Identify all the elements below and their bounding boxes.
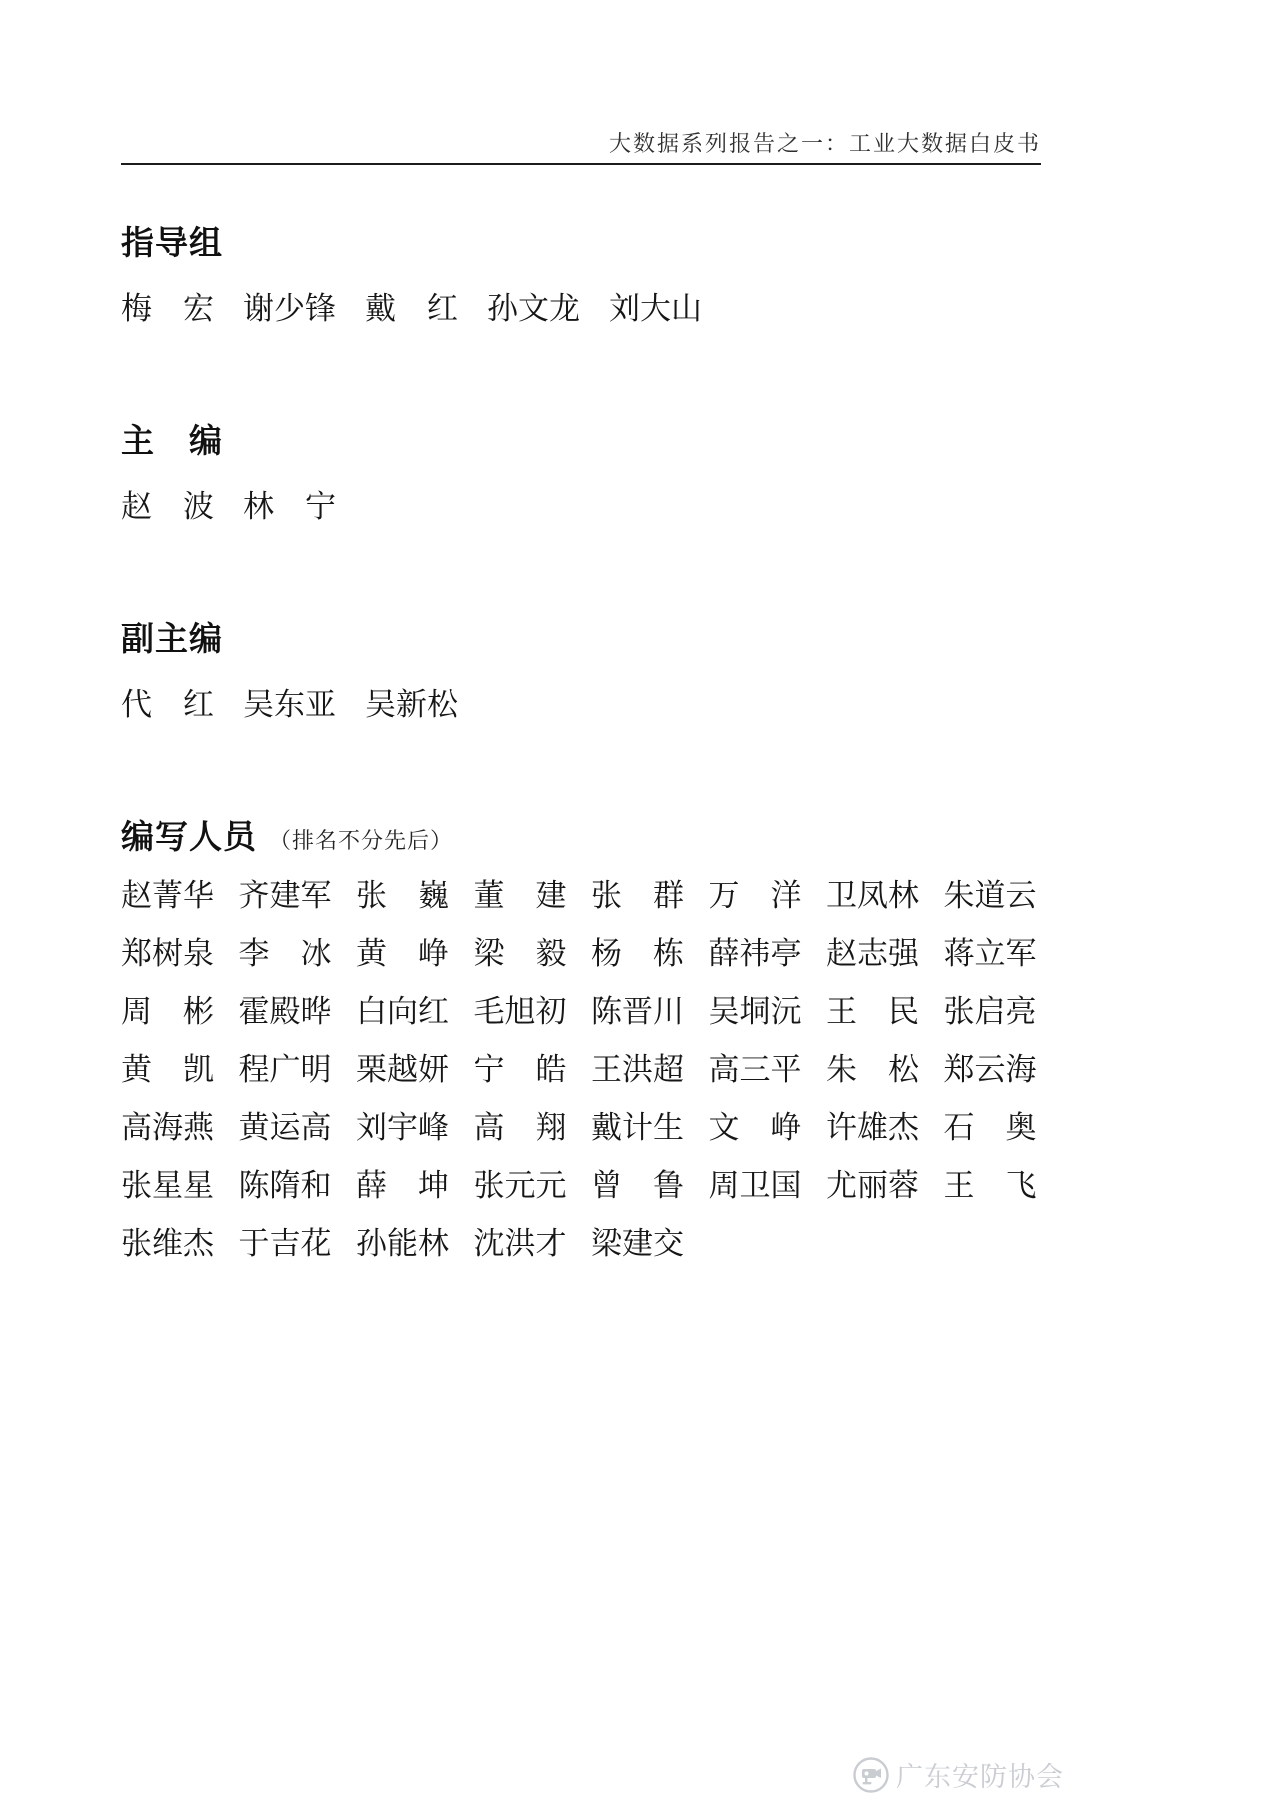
header-rule xyxy=(121,163,1041,165)
person-name: 杨 栋 xyxy=(591,936,684,971)
section-heading xyxy=(121,815,1041,863)
person-name: 宁 皓 xyxy=(473,1052,567,1087)
section-note: （排名不分先后） xyxy=(269,828,454,853)
person-name: 朱道云 xyxy=(943,878,1037,913)
watermark xyxy=(853,1755,1064,1794)
person-name: 张 巍 xyxy=(356,878,449,913)
person-name: 张维杰 xyxy=(121,1226,214,1261)
section-heading-text: 指导组 xyxy=(121,224,223,261)
person-name: 张启亮 xyxy=(943,994,1037,1029)
person-name: 代 红 xyxy=(121,687,214,722)
person-name: 薛 坤 xyxy=(356,1168,449,1203)
name-row xyxy=(121,683,1041,727)
person-name: 栗越妍 xyxy=(356,1052,449,1087)
name-row xyxy=(121,485,1041,529)
person-name: 曾 鲁 xyxy=(591,1168,684,1203)
person-name: 白向红 xyxy=(356,994,449,1029)
section-writing-staff xyxy=(121,815,1041,1269)
person-name: 万 洋 xyxy=(708,878,802,913)
person-name: 黄 凯 xyxy=(121,1052,214,1087)
person-name: 霍殿晔 xyxy=(238,994,332,1029)
person-name: 沈洪才 xyxy=(473,1226,567,1261)
person-name: 王洪超 xyxy=(591,1052,684,1087)
person-name: 吴垌沅 xyxy=(708,994,802,1029)
person-name: 石 奥 xyxy=(943,1110,1037,1145)
person-name: 周 彬 xyxy=(121,994,214,1029)
person-name: 张元元 xyxy=(473,1168,567,1203)
person-name: 陈晋川 xyxy=(591,994,684,1029)
credits-content xyxy=(121,221,1041,1269)
document-page xyxy=(121,0,1041,1269)
person-name: 程广明 xyxy=(238,1052,332,1087)
page-header xyxy=(121,0,1041,165)
person-name: 吴东亚 xyxy=(243,687,336,722)
person-name: 张星星 xyxy=(121,1168,214,1203)
person-name: 蒋立军 xyxy=(943,936,1037,971)
person-name: 许雄杰 xyxy=(826,1110,919,1145)
name-row xyxy=(121,1219,1041,1269)
section-heading-text: 编写人员 xyxy=(121,818,257,855)
person-name: 赵 波 xyxy=(121,489,214,524)
name-row xyxy=(121,1103,1041,1153)
camera-mascot-icon xyxy=(853,1757,889,1793)
section-heading xyxy=(121,419,1041,463)
person-name: 董 建 xyxy=(473,878,567,913)
person-name: 王 飞 xyxy=(943,1168,1037,1203)
name-row xyxy=(121,929,1041,979)
name-row xyxy=(121,1161,1041,1211)
person-name: 梁 毅 xyxy=(473,936,567,971)
person-name: 赵菁华 xyxy=(121,878,214,913)
person-name: 陈隋和 xyxy=(238,1168,332,1203)
person-name: 梁建交 xyxy=(591,1226,684,1261)
person-name: 朱 松 xyxy=(826,1052,919,1087)
person-name: 高 翔 xyxy=(473,1110,567,1145)
section-guidance-group xyxy=(121,221,1041,331)
person-name: 薛祎亭 xyxy=(708,936,802,971)
person-name: 文 峥 xyxy=(708,1110,802,1145)
watermark-label: 广东安防协会 xyxy=(896,1762,1064,1792)
person-name: 孙能林 xyxy=(356,1226,449,1261)
section-deputy-chief-editor xyxy=(121,617,1041,727)
person-name: 郑树泉 xyxy=(121,936,214,971)
person-name: 李 冰 xyxy=(238,936,332,971)
person-name: 齐建军 xyxy=(238,878,332,913)
person-name: 林 宁 xyxy=(243,489,336,524)
person-name: 刘宇峰 xyxy=(356,1110,449,1145)
person-name: 吴新松 xyxy=(365,687,458,722)
person-name: 黄 峥 xyxy=(356,936,449,971)
person-name: 梅 宏 xyxy=(121,291,214,326)
person-name: 周卫国 xyxy=(708,1168,802,1203)
running-header-title: 大数据系列报告之一：工业大数据白皮书 xyxy=(608,131,1041,156)
person-name: 郑云海 xyxy=(943,1052,1037,1087)
name-row xyxy=(121,871,1041,921)
person-name: 毛旭初 xyxy=(473,994,567,1029)
name-row xyxy=(121,987,1041,1037)
person-name: 尤丽蓉 xyxy=(826,1168,919,1203)
person-name: 黄运高 xyxy=(238,1110,332,1145)
person-name: 高海燕 xyxy=(121,1110,214,1145)
person-name: 孙文龙 xyxy=(487,291,580,326)
person-name: 谢少锋 xyxy=(243,291,336,326)
section-heading xyxy=(121,617,1041,661)
person-name: 张 群 xyxy=(591,878,684,913)
person-name: 戴 红 xyxy=(365,291,458,326)
person-name: 王 民 xyxy=(826,994,919,1029)
person-name: 刘大山 xyxy=(609,291,702,326)
section-heading-text: 副主编 xyxy=(121,620,223,657)
person-name: 赵志强 xyxy=(826,936,919,971)
person-name: 高三平 xyxy=(708,1052,802,1087)
section-heading xyxy=(121,221,1041,265)
name-row xyxy=(121,1045,1041,1095)
person-name: 于吉花 xyxy=(238,1226,332,1261)
section-heading-text: 主 编 xyxy=(121,422,223,459)
person-name: 卫凤林 xyxy=(826,878,919,913)
person-name: 戴计生 xyxy=(591,1110,684,1145)
section-chief-editor xyxy=(121,419,1041,529)
name-row xyxy=(121,287,1041,331)
